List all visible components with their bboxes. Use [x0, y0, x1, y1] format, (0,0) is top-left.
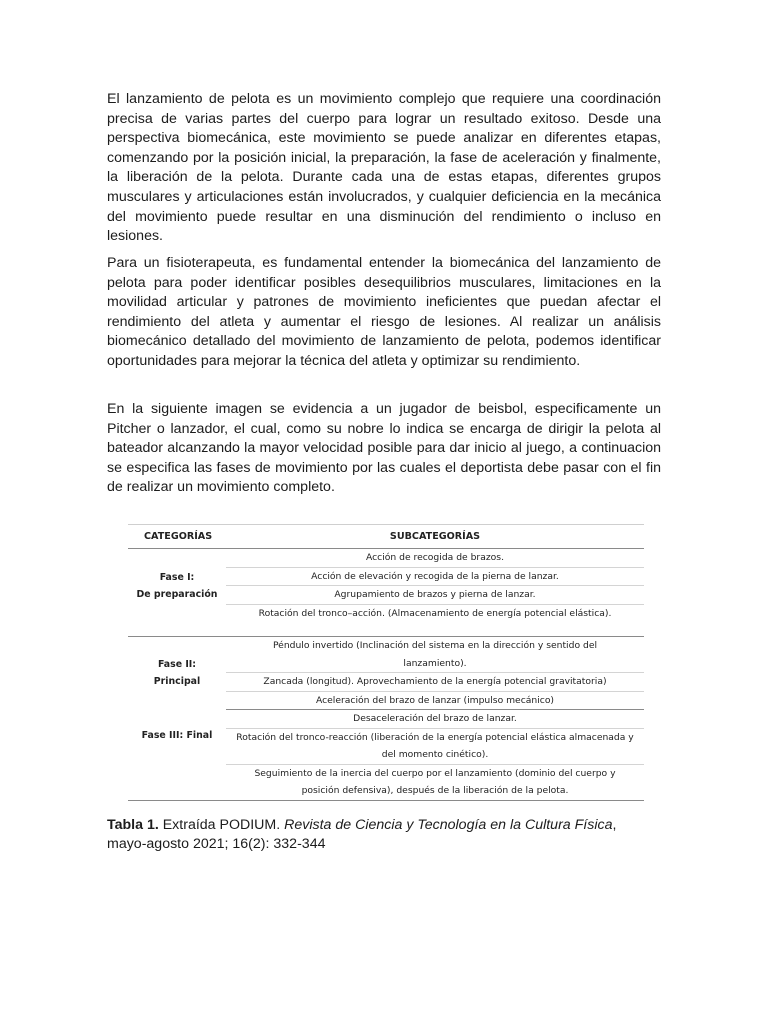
caption-text-2: , mayo-agosto 2021; 16(2): 332-344	[107, 817, 617, 852]
caption-text-1: Extraída PODIUM.	[158, 817, 285, 833]
caption-journal: Revista de Ciencia y Tecnología en la Cultura Física	[284, 817, 613, 833]
phase-name-line2: De preparación	[136, 588, 218, 600]
subcategory-cell: Desaceleración del brazo de lanzar.	[226, 710, 644, 729]
paragraph-pitcher: En la siguiente imagen se evidencia a un jugador de beisbol, especificamente un Pitcher o lanzador, el cual, como su nobre lo indica se encarga de dirigir la pelota al bateador alcanzando la mayor velocidad posible para dar inicio al juego, a continuacion se especifica las fases de movimiento por las cuales el deportista debe pasar con el fin de realizar un movimiento completo.	[107, 401, 661, 496]
phase-label	[128, 710, 226, 801]
phase-name-line1: Fase I:	[159, 571, 195, 583]
phase-name-line1: Fase III: Final	[141, 729, 213, 741]
subcategory-cell: Péndulo invertido (Inclinación del sistema en la dirección y sentido del lanzamiento).	[226, 637, 644, 673]
subcategory-cell: Rotación del tronco-reacción (liberación de la energía potencial elástica almacenada y del momento cinético).	[226, 728, 644, 764]
phases-table	[128, 524, 644, 801]
phase-name-line1: Fase II:	[157, 659, 197, 671]
paragraph-intro: El lanzamiento de pelota es un movimiento complejo que requiere una coordinación precisa de varias partes del cuerpo para lograr un resultado exitoso. Desde una perspectiva biomecánica, este movimiento se puede analizar en diferentes etapas, comenzando por la posición inicial, la preparación, la fase de aceleración y finalmente, la liberación de la pelota. Durante cada una de estas etapas, diferentes grupos musculares y articulaciones están involucrados, y cualquier deficiencia en la mecánica del movimiento puede resultar en una disminución del rendimiento o incluso en lesiones.	[107, 91, 661, 245]
paragraph-physiotherapist: Para un fisioterapeuta, es fundamental entender la biomecánica del lanzamiento de pelota para poder identificar posibles desequilibrios musculares, limitaciones en la movilidad articular y patrones de movimiento ineficientes que puedan afectar el rendimiento del atleta y aumentar el riesgo de lesiones. Al realizar un análisis biomecánico detallado del movimiento de lanzamiento de pelota, podemos identificar oportunidades para mejorar la técnica del atleta y optimizar su rendimiento.	[107, 255, 661, 369]
phase-label	[128, 637, 226, 710]
header-categories: CATEGORÍAS	[128, 525, 226, 549]
header-subcategories: SUBCATEGORÍAS	[226, 525, 644, 549]
table-caption	[107, 816, 627, 854]
group-separator	[128, 622, 644, 637]
subcategory-cell: Acción de recogida de brazos.	[226, 549, 644, 568]
subcategory-cell: Agrupamiento de brazos y pierna de lanzar.	[226, 586, 644, 605]
phase-name-line2: Principal	[153, 676, 201, 688]
subcategory-cell: Acción de elevación y recogida de la pierna de lanzar.	[226, 567, 644, 586]
subcategory-cell: Seguimiento de la inercia del cuerpo por el lanzamiento (dominio del cuerpo y posición defensiva), después de la liberación de la pelota.	[226, 764, 644, 800]
phase-label	[128, 549, 226, 623]
table-row	[128, 549, 644, 568]
table-row	[128, 637, 644, 673]
subcategory-cell: Zancada (longitud). Aprovechamiento de la energía potencial gravitatoria)	[226, 673, 644, 692]
subcategory-cell: Aceleración del brazo de lanzar (impulso mecánico)	[226, 691, 644, 710]
caption-label: Tabla 1.	[107, 817, 159, 833]
subcategory-cell: Rotación del tronco–acción. (Almacenamiento de energía potencial elástica).	[258, 607, 612, 619]
table-header-row	[128, 525, 644, 549]
table-row	[128, 710, 644, 729]
